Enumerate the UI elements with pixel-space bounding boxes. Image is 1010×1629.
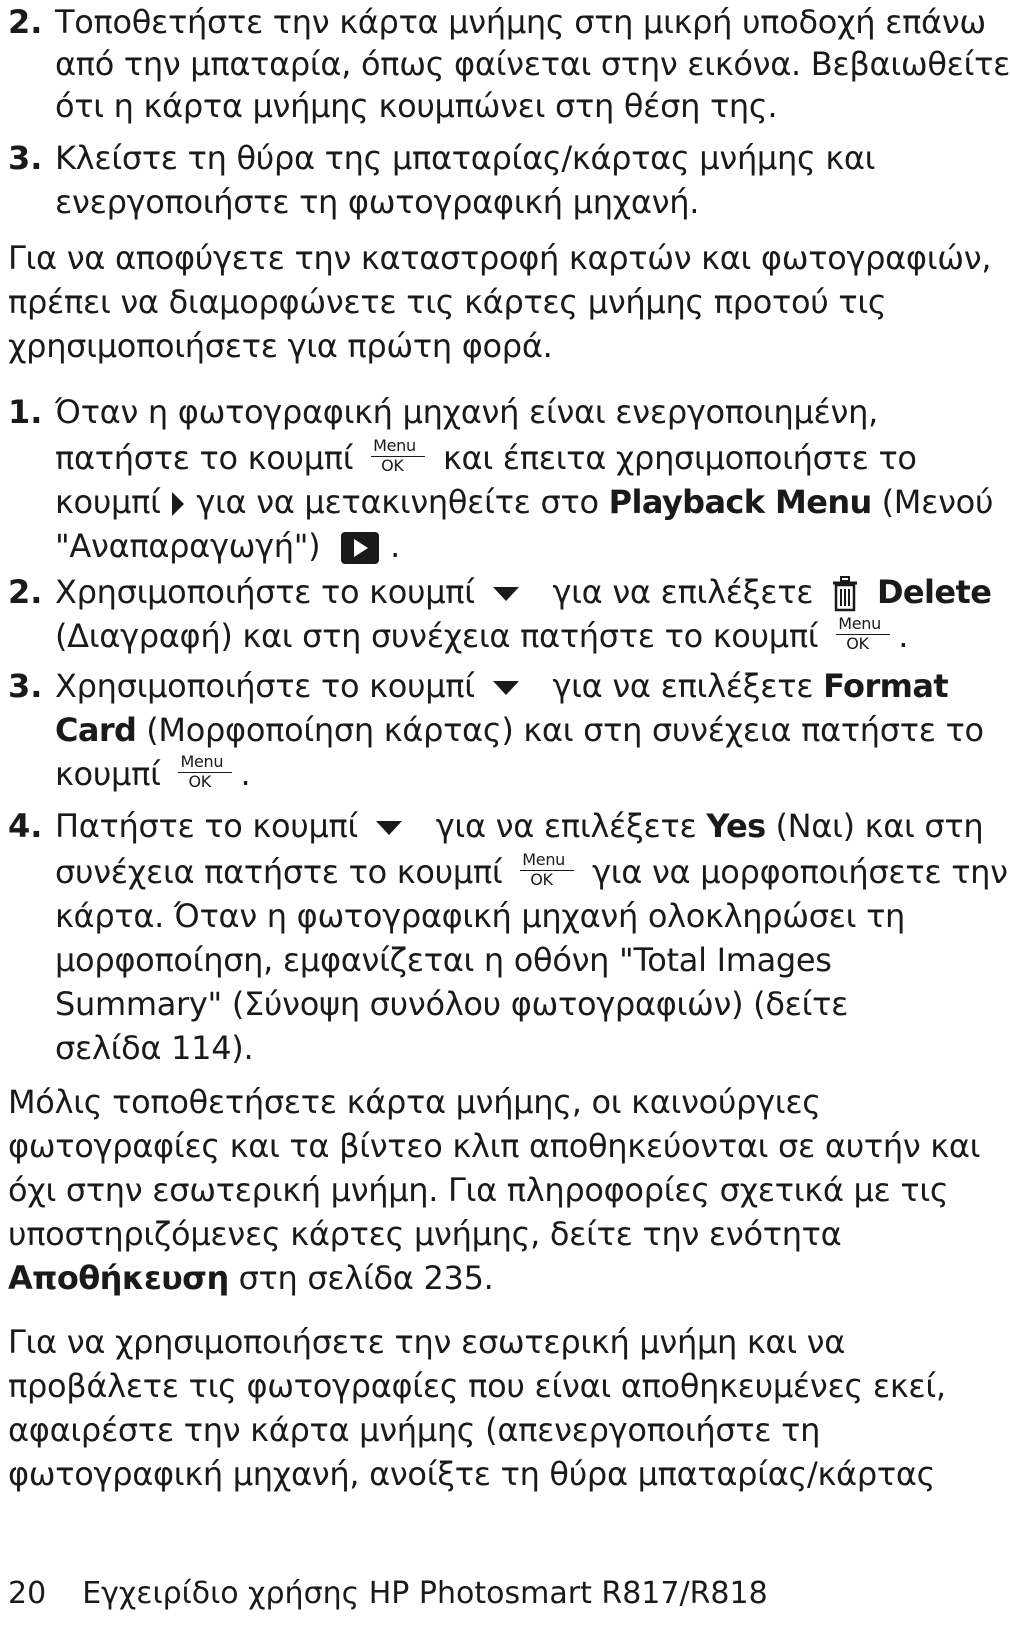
- menu-ok-button-icon: [176, 753, 234, 793]
- text-fragment: .: [898, 617, 909, 655]
- step-number: 3.: [8, 139, 43, 177]
- right-arrow-button-icon: [170, 490, 186, 518]
- text-line: αφαιρέστε την κάρτα μνήμης (απενεργοποιήστε τη: [8, 1411, 821, 1449]
- bold-term: Format: [823, 667, 949, 705]
- page-footer: [8, 1572, 768, 1616]
- text-line: φωτογραφική μηχανή, ανοίξτε τη θύρα μπαταρίας/κάρτας: [8, 1455, 936, 1493]
- text-line: πρέπει να διαμορφώνετε τις κάρτες μνήμης προτού τις: [8, 283, 887, 321]
- ok-label: OK: [846, 634, 869, 653]
- down-arrow-button-icon: [374, 818, 404, 838]
- text-fragment: στη σελίδα 235.: [238, 1259, 494, 1297]
- bold-term: Card: [55, 711, 137, 749]
- text-fragment: για να επιλέξετε: [435, 807, 697, 845]
- storage-link-term: Αποθήκευση: [8, 1259, 229, 1297]
- text-line: Μόλις τοποθετήσετε κάρτα μνήμης, οι καινούργιες: [8, 1083, 821, 1121]
- text-line: Κλείστε τη θύρα της μπαταρίας/κάρτας μνήμης και: [55, 139, 876, 177]
- text-line: [8, 1256, 494, 1300]
- bold-term: Yes: [706, 807, 766, 845]
- text-line: μορφοποίηση, εμφανίζεται η οθόνη "Total Images: [55, 941, 832, 979]
- text-fragment: (Μενού: [881, 483, 994, 521]
- text-fragment: (Διαγραφή) και στη συνέχεια πατήστε το κουμπί: [55, 617, 819, 655]
- page-number: 20: [8, 1576, 47, 1611]
- text-fragment: για να επιλέξετε: [552, 573, 814, 611]
- text-fragment: .: [240, 755, 251, 793]
- menu-ok-button-icon: [518, 851, 576, 891]
- menu-label: Menu: [522, 850, 565, 869]
- text-line: κάρτα. Όταν η φωτογραφική μηχανή ολοκληρώσει τη: [55, 897, 906, 935]
- down-arrow-button-icon: [491, 678, 521, 698]
- text-line: [55, 436, 917, 480]
- text-line: σελίδα 114).: [55, 1029, 254, 1067]
- bold-term: Delete: [876, 573, 992, 611]
- bold-term: Playback Menu: [608, 483, 872, 521]
- ok-label: OK: [188, 772, 211, 791]
- text-line: Όταν η φωτογραφική μηχανή είναι ενεργοποιημένη,: [55, 393, 878, 431]
- text-line: Για να αποφύγετε την καταστροφή καρτών και φωτογραφιών,: [8, 239, 992, 277]
- text-line: Τοποθετήστε την κάρτα μνήμης στη μικρή υποδοχή επάνω: [55, 3, 986, 41]
- manual-title: Εγχειρίδιο χρήσης HP Photosmart R817/R818: [82, 1576, 768, 1611]
- text-fragment: και έπειτα χρησιμοποιήστε το: [443, 439, 917, 477]
- text-line: [55, 664, 948, 708]
- text-line: [55, 480, 993, 524]
- text-line: ότι η κάρτα μνήμης κουμπώνει στη θέση της.: [55, 87, 778, 125]
- text-fragment: συνέχεια πατήστε το κουμπί: [55, 853, 503, 891]
- playback-icon: [340, 531, 380, 565]
- step-number: 4.: [8, 807, 43, 845]
- text-fragment: πατήστε το κουμπί: [55, 439, 354, 477]
- text-fragment: Πατήστε το κουμπί: [55, 807, 359, 845]
- text-fragment: "Αναπαραγωγή"): [55, 527, 321, 565]
- text-line: [55, 524, 400, 568]
- menu-ok-button-icon: [369, 437, 427, 477]
- text-line: Summary" (Σύνοψη συνόλου φωτογραφιών) (δείτε: [55, 985, 849, 1023]
- text-line: από την μπαταρία, όπως φαίνεται στην εικόνα. Βεβαιωθείτε: [55, 45, 1010, 83]
- step-number: 2.: [8, 573, 43, 611]
- ok-label: OK: [381, 456, 404, 475]
- menu-label: Menu: [838, 614, 881, 633]
- text-line: [55, 708, 984, 752]
- trash-icon: [831, 576, 859, 612]
- text-fragment: (Ναι) και στη: [775, 807, 984, 845]
- text-line: Για να χρησιμοποιήσετε την εσωτερική μνήμη και να: [8, 1323, 845, 1361]
- text-line: [55, 752, 250, 796]
- menu-label: Menu: [180, 752, 224, 771]
- text-line: υποστηριζόμενες κάρτες μνήμης, δείτε την ενότητα: [8, 1215, 842, 1253]
- text-line: [55, 570, 991, 614]
- text-fragment: .: [390, 527, 400, 565]
- text-line: όχι στην εσωτερική μνήμη. Για πληροφορίες σχετικά με τις: [8, 1171, 949, 1209]
- text-fragment: για να επιλέξετε: [552, 667, 814, 705]
- menu-ok-button-icon: [834, 615, 892, 655]
- text-line: χρησιμοποιήσετε για πρώτη φορά.: [8, 327, 553, 365]
- text-fragment: Χρησιμοποιήστε το κουμπί: [55, 667, 475, 705]
- ok-label: OK: [530, 870, 553, 889]
- text-line: [55, 804, 983, 848]
- menu-label: Menu: [373, 436, 416, 455]
- text-fragment: για να μετακινηθείτε στο: [196, 483, 599, 521]
- text-fragment: κουμπί: [55, 483, 161, 521]
- text-line: προβάλετε τις φωτογραφίες που είναι αποθηκευμένες εκεί,: [8, 1367, 946, 1405]
- text-fragment: κουμπί: [55, 755, 161, 793]
- text-fragment: (Μορφοποίηση κάρτας) και στη συνέχεια πατήστε το: [146, 711, 984, 749]
- step-number: 3.: [8, 667, 43, 705]
- step-number: 1.: [8, 393, 43, 431]
- text-fragment: για να μορφοποιήσετε την: [592, 853, 1008, 891]
- text-line: [55, 614, 908, 658]
- down-arrow-button-icon: [491, 584, 521, 604]
- step-number: 2.: [8, 3, 43, 41]
- text-line: ενεργοποιήστε τη φωτογραφική μηχανή.: [55, 183, 700, 221]
- text-line: [55, 850, 1008, 894]
- text-fragment: Χρησιμοποιήστε το κουμπί: [55, 573, 475, 611]
- text-line: φωτογραφίες και τα βίντεο κλιπ αποθηκεύονται σε αυτήν και: [8, 1127, 981, 1165]
